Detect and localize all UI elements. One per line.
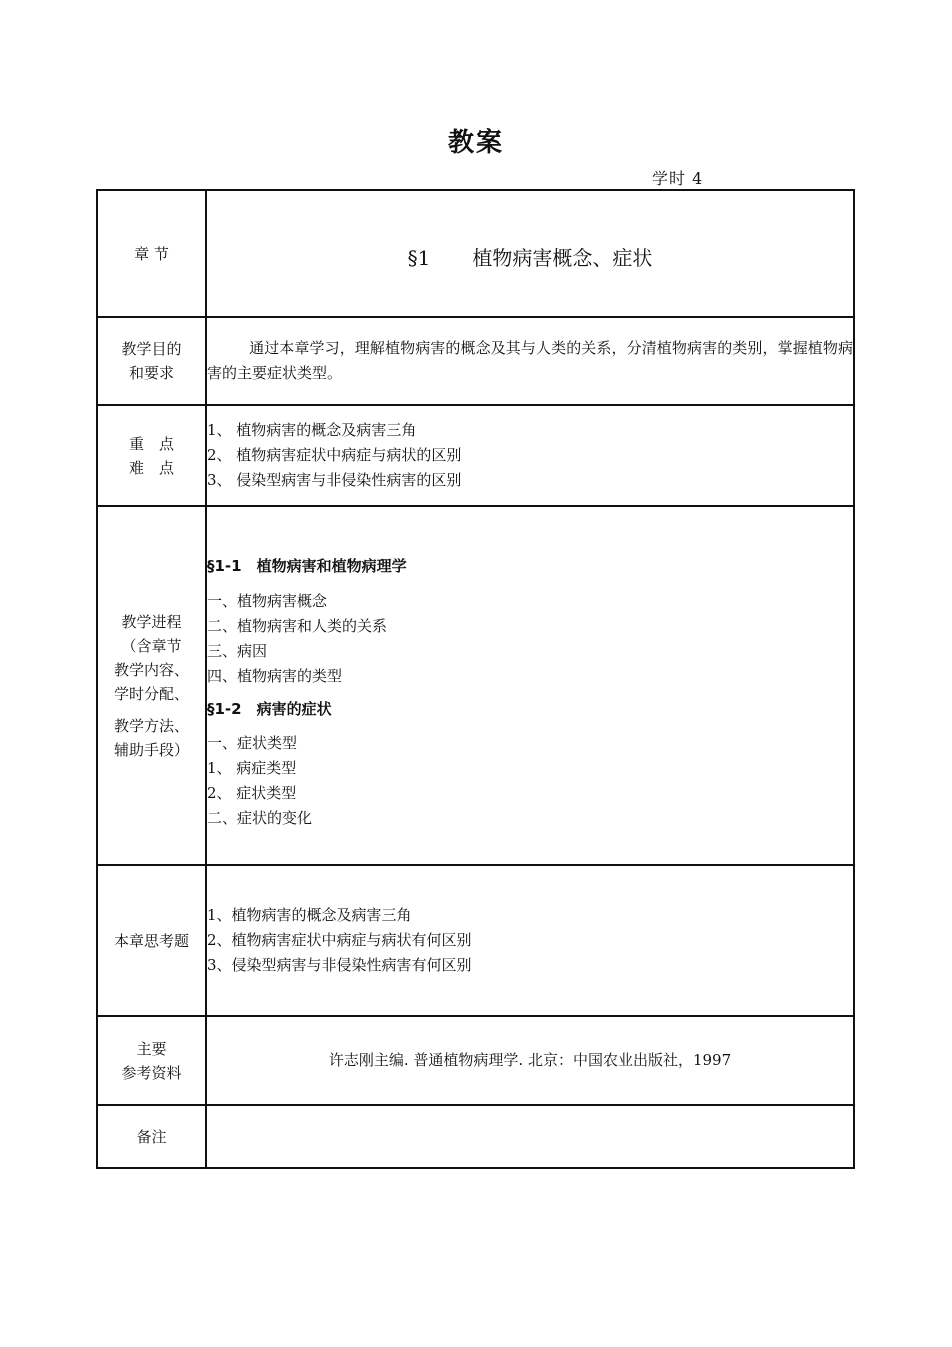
progress-cell bbox=[206, 506, 854, 865]
notes-row bbox=[97, 1105, 854, 1168]
chapter-title: 植物病害概念、症状 bbox=[472, 246, 653, 270]
questions-cell bbox=[206, 865, 854, 1016]
progress-item: 二、症状的变化 bbox=[207, 809, 313, 827]
references-label-line: 参考资料 bbox=[121, 1063, 182, 1082]
question-item: 2、植物病害症状中病症与病状有何区别 bbox=[207, 931, 472, 949]
goals-label-line: 教学目的 bbox=[121, 340, 182, 358]
progress-item: 一、症状类型 bbox=[207, 734, 298, 752]
question-item: 1、植物病害的概念及病害三角 bbox=[207, 906, 412, 924]
progress-item: 2、 症状类型 bbox=[207, 784, 297, 802]
chapter-heading bbox=[207, 236, 853, 271]
chapter-cell bbox=[206, 190, 854, 317]
progress-label-line: 教学进程 bbox=[121, 612, 182, 631]
questions-label-text: 本章思考题 bbox=[113, 931, 189, 950]
key-point-item: 1、 植物病害的概念及病害三角 bbox=[207, 421, 417, 439]
key-point-item: 3、 侵染型病害与非侵染性病害的区别 bbox=[207, 471, 462, 489]
progress-item: 1、 病症类型 bbox=[207, 759, 297, 777]
progress-label bbox=[97, 506, 206, 865]
notes-cell bbox=[206, 1105, 854, 1168]
document-title: 教案 bbox=[447, 128, 504, 158]
question-item: 3、侵染型病害与非侵染性病害有何区别 bbox=[207, 956, 472, 974]
progress-item: 一、植物病害概念 bbox=[207, 592, 328, 610]
key-points-row bbox=[97, 405, 854, 506]
goals-text: 通过本章学习，理解植物病害的概念及其与人类的关系，分清植物病害的类别，掌握植物病害的主要症状类型。 bbox=[207, 339, 853, 382]
progress-label-line: 教学方法、 bbox=[113, 716, 189, 735]
questions-label bbox=[97, 865, 206, 1016]
section-heading: §1-1 植物病害和植物病理学 bbox=[207, 557, 407, 575]
key-point-item: 2、 植物病害症状中病症与病状的区别 bbox=[207, 446, 462, 464]
key-points-label bbox=[97, 405, 206, 506]
chapter-label bbox=[97, 190, 206, 317]
notes-label-text: 备注 bbox=[136, 1127, 167, 1146]
section-heading: §1-2 病害的症状 bbox=[207, 700, 332, 718]
progress-label-line: 学时分配、 bbox=[113, 684, 189, 703]
class-hours: 学时 4 bbox=[652, 169, 704, 188]
goals-label bbox=[97, 317, 206, 405]
chapter-section-number: §1 bbox=[407, 246, 431, 270]
goals-label-line: 和要求 bbox=[128, 364, 174, 382]
goals-cell bbox=[206, 317, 854, 405]
key-points-label-line: 重 点 bbox=[128, 434, 174, 453]
key-points-label-line: 难 点 bbox=[128, 458, 174, 477]
chapter-label-text: 章 节 bbox=[134, 244, 169, 263]
progress-item: 三、病因 bbox=[207, 642, 268, 660]
progress-item: 四、植物病害的类型 bbox=[207, 667, 343, 685]
references-label bbox=[97, 1016, 206, 1105]
lesson-plan-table bbox=[96, 189, 855, 1169]
goals-row bbox=[97, 317, 854, 405]
chapter-row bbox=[97, 190, 854, 317]
references-label-line: 主要 bbox=[136, 1039, 167, 1058]
notes-label bbox=[97, 1105, 206, 1168]
progress-label-line: 辅助手段） bbox=[113, 740, 189, 759]
key-points-cell bbox=[206, 405, 854, 506]
progress-item: 二、植物病害和人类的关系 bbox=[207, 617, 388, 635]
progress-row bbox=[97, 506, 854, 865]
questions-row bbox=[97, 865, 854, 1016]
references-cell bbox=[206, 1016, 854, 1105]
reference-text: 许志刚主编. 普通植物病理学. 北京：中国农业出版社，1997 bbox=[328, 1051, 732, 1069]
references-row bbox=[97, 1016, 854, 1105]
progress-label-line: 教学内容、 bbox=[113, 660, 189, 679]
progress-label-line: （含章节 bbox=[121, 636, 182, 655]
